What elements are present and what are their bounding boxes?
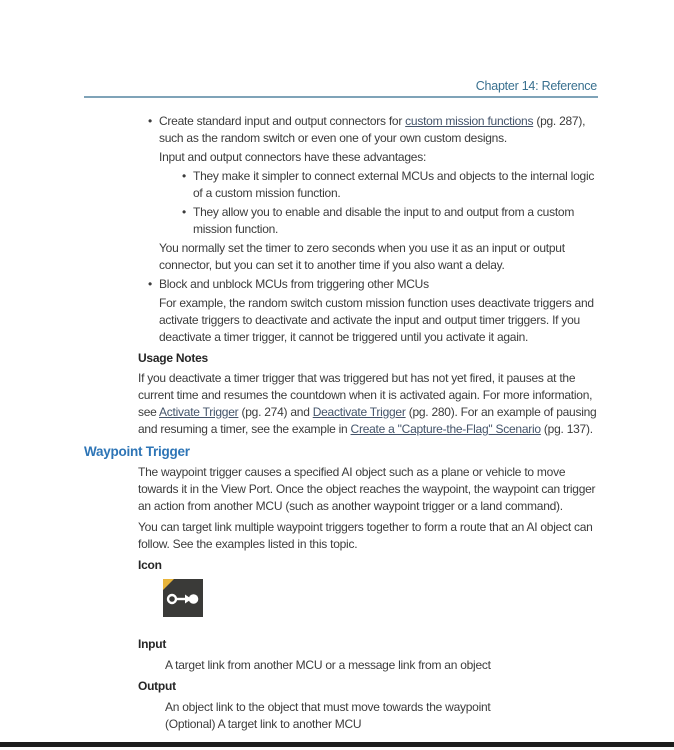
capture-the-flag-scenario-link[interactable]: Create a "Capture-the-Flag" Scenario [350,422,541,436]
paragraph: You normally set the timer to zero seconds when you use it as an input or output connector, but you can set it to another time if you also want a delay. [159,241,565,272]
chapter-header: Chapter 14: Reference [475,79,597,93]
paragraph-text: (pg. 137). [540,422,593,436]
list-item: • Block and unblock MCUs from triggering other MCUs [159,276,599,293]
paragraph-text: (pg. 280). For an example of pausing and resuming a timer, see the example in [138,405,597,436]
paragraph: For example, the random switch custom mission function uses deactivate triggers and activate triggers to deactivate and activate the input and output timer triggers. If you deactivate a timer trigger, it cannot be triggered until you activate it again. [159,296,594,344]
list-item: • They allow you to enable and disable the input to and output from a custom mission function. [193,204,597,238]
custom-mission-functions-link[interactable]: custom mission functions [405,114,534,128]
paragraph-text: (pg. 274) and [238,405,313,419]
deactivate-trigger-link[interactable]: Deactivate Trigger [312,405,406,419]
usage-notes-heading: Usage Notes [138,351,208,365]
waypoint-trigger-icon [163,579,203,617]
icon-heading: Icon [138,558,162,572]
paragraph: The waypoint trigger causes a specified AI object such as a plane or vehicle to move towards it in the View Port. Once the object reaches the waypoint, the waypoint can trigger an action from another MCU (such as another waypoint trigger or a land command). [138,465,596,513]
paragraph-text: (pg. 287), such as the random switch or even one of your own custom designs. [159,114,586,145]
list-item: • They make it simpler to connect external MCUs and objects to the internal logic of a custom mission function. [193,168,597,202]
header-divider [84,96,598,98]
list-item [159,113,599,147]
input-heading: Input [138,637,167,651]
input-text: A target link from another MCU or a message link from an object [165,658,491,672]
page-content [0,113,674,733]
paragraph-text: Create standard input and output connectors for [159,114,406,128]
paragraph: You can target link multiple waypoint triggers together to form a route that an AI object can follow. See the examples listed in this topic. [138,520,593,551]
usage-notes-paragraph [138,370,597,438]
activate-trigger-link[interactable]: Activate Trigger [159,405,239,419]
paragraph: Input and output connectors have these advantages: [159,150,427,164]
output-text-line: An object link to the object that must move towards the waypoint [165,700,491,714]
output-text-line: (Optional) A target link to another MCU [165,717,362,731]
paragraph-text: If you deactivate a timer trigger that was triggered but has not yet fired, it pauses at the current time and resumes the countdown when it is activated again. For more information, see [138,371,593,419]
waypoint-trigger-heading: Waypoint Trigger [84,444,190,459]
output-heading: Output [138,679,176,693]
